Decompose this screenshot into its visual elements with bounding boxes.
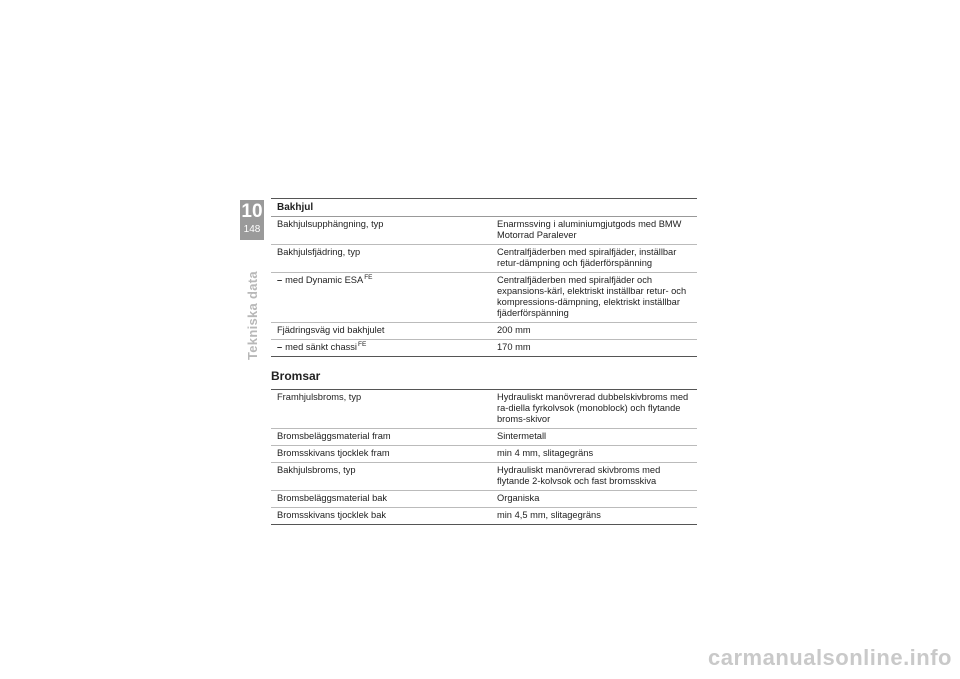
spec-value: Organiska (489, 491, 697, 508)
brakes-heading: Bromsar (271, 369, 321, 383)
spec-label: Bromsbeläggsmaterial fram (277, 431, 391, 441)
rear-wheel-heading: Bakhjul (271, 198, 697, 217)
spec-value: 200 mm (489, 323, 697, 340)
spec-value: Hydrauliskt manövrerad skivbroms med flytande 2-kolvsok och fast bromsskiva (489, 463, 697, 491)
spec-label-cell (271, 429, 489, 446)
spec-label-cell (271, 446, 489, 463)
watermark: carmanualsonline.info (708, 645, 952, 670)
option-superscript: FE (358, 340, 367, 348)
spec-label: Bakhjulsupphängning, typ (277, 219, 384, 229)
spec-label-cell (271, 463, 489, 491)
table-row (271, 491, 697, 508)
table-row (271, 463, 697, 491)
spec-label: med sänkt chassi (285, 342, 357, 352)
dash-marker: – (277, 342, 283, 352)
table-row (271, 323, 697, 340)
spec-label: med Dynamic ESA (285, 275, 364, 285)
spec-label: Fjädringsväg vid bakhjulet (277, 325, 385, 335)
page-number: 148 (243, 224, 261, 235)
spec-value: Hydrauliskt manövrerad dubbelskivbroms med ra-diella fyrkolvsok (monoblock) och flytande broms-skivor (489, 390, 697, 429)
spec-label: Framhjulsbroms, typ (277, 392, 362, 402)
spec-value: Enarmssving i aluminiumgjutgods med BMW Motorrad Paralever (489, 217, 697, 245)
spec-value: Sintermetall (489, 429, 697, 446)
spec-label: Bakhjulsbroms, typ (277, 465, 356, 475)
spec-value: min 4,5 mm, slitagegräns (489, 508, 697, 525)
spec-value: Centralfjäderben med spiralfjäder, inställbar retur-dämpning och fjäderförspänning (489, 245, 697, 273)
chapter-tab (240, 200, 264, 240)
spec-label: Bromsskivans tjocklek bak (277, 510, 387, 520)
spec-value: min 4 mm, slitagegräns (489, 446, 697, 463)
option-superscript: FE (364, 273, 373, 281)
table-row (271, 508, 697, 525)
dash-marker: – (277, 275, 283, 285)
brakes-table (271, 389, 697, 525)
spec-value: Centralfjäderben med spiralfjäder och expansions-kärl, elektriskt inställbar retur- och kompressions-dämpning, elektriskt inställbar fjäderförspänning (489, 273, 697, 323)
spec-label: Bromsskivans tjocklek fram (277, 448, 390, 458)
rear-wheel-table (271, 217, 697, 357)
table-row (271, 217, 697, 245)
table-row (271, 429, 697, 446)
spec-label-cell (271, 340, 489, 357)
table-row (271, 245, 697, 273)
table-row (271, 446, 697, 463)
chapter-number: 10 (241, 201, 263, 222)
table-row (271, 390, 697, 429)
spec-label-cell (271, 390, 489, 429)
spec-label-cell (271, 323, 489, 340)
spec-label: Bakhjulsfjädring, typ (277, 247, 361, 257)
spec-label-cell (271, 245, 489, 273)
table-row (271, 340, 697, 357)
spec-label: Bromsbeläggsmaterial bak (277, 493, 388, 503)
spec-label-cell (271, 491, 489, 508)
side-chapter-title: Tekniska data (245, 271, 260, 360)
spec-label-cell (271, 273, 489, 323)
spec-content (271, 198, 697, 525)
spec-label-cell (271, 217, 489, 245)
spec-label-cell (271, 508, 489, 525)
spec-value: 170 mm (489, 340, 697, 357)
table-row (271, 273, 697, 323)
